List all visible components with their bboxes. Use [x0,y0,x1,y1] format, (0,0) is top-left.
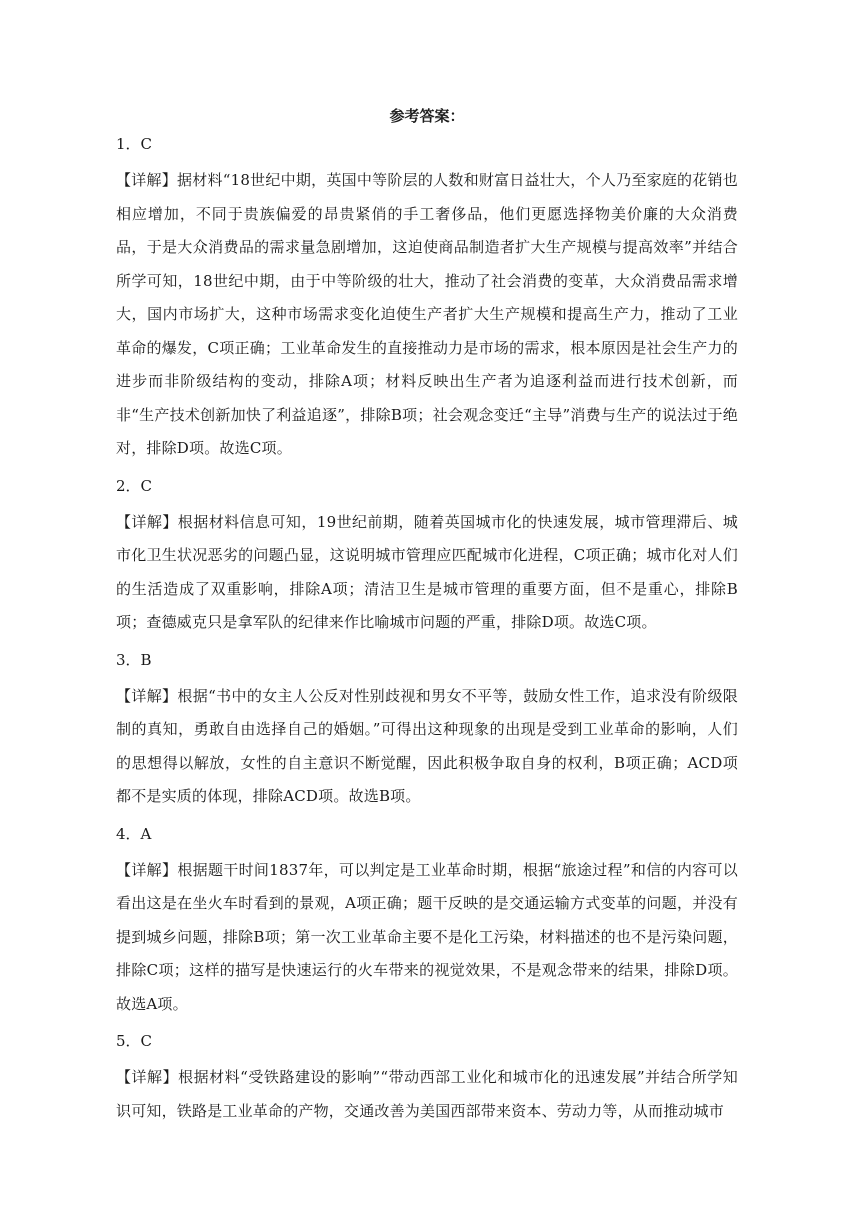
explanation-tag: 【详解】 [116,860,178,879]
explanation-text: 根据材料信息可知，19世纪前期，随着英国城市化的快速发展，城市管理滞后、城市化卫生状况恶劣的问题凸显，这说明城市管理应匹配城市化进程，C项正确；城市化对人们的生活造成了双重影响，排除A项；清洁卫生是城市管理的重要方面，但不是重心，排除B项；查德威克只是拿军队的纪律来作比喻城市问题的严重，排除D项。故选C项。 [116,512,738,631]
explanation-tag: 【详解】 [116,1068,179,1086]
answer-item-1 [116,130,738,466]
explanation-tag: 【详解】 [116,171,177,189]
answer-item-2 [116,472,738,640]
page-title: 参考答案： [389,107,465,125]
answer-list [116,130,738,1134]
answer-number: 3．B [116,650,152,669]
answer-explanation [116,680,738,814]
explanation-tag: 【详解】 [116,512,178,531]
answer-item-4 [116,820,738,1022]
explanation-tag: 【详解】 [116,686,178,705]
explanation-text: 据材料“18世纪中期，英国中等阶层的人数和财富日益壮大，个人乃至家庭的花销也相应增加，不同于贵族偏爱的昂贵紧俏的手工奢侈品，他们更愿选择物美价廉的大众消费品，于是大众消费品的需求量急剧增加，这迫使商品制造者扩大生产规模与提高效率”并结合所学可知，18世纪中期，由于中等阶级的壮大，推动了社会消费的变革，大众消费品需求增大，国内市场扩大，这种市场需求变化迫使生产者扩大生产规模和提高生产力，推动了工业革命的爆发，C项正确；工业革命发生的直接推动力是市场的需求，根本原因是社会生产力的进步而非阶级结构的变动，排除A项；材料反映出生产者为追逐利益而进行技术创新，而非“生产技术创新加快了利益追逐”，排除B项；社会观念变迁“主导”消费与生产的说法过于绝对，排除D项。故选C项。 [116,171,738,457]
explanation-text: 根据“书中的女主人公反对性别歧视和男女不平等，鼓励女性工作，追求没有阶级限制的真知，勇敢自由选择自己的婚姻。”可得出这种现象的出现是受到工业革命的影响，人们的思想得以解放，女性的自主意识不断觉醒，因此积极争取自身的权利，B项正确；ACD项都不是实质的体现，排除ACD项。故选B项。 [116,686,738,805]
answer-explanation [116,164,738,466]
answer-number: 1．C [116,135,153,153]
answer-number: 5．C [116,1032,153,1050]
answer-number: 4．A [116,824,152,843]
answer-item-5 [116,1027,738,1128]
answer-explanation [116,1061,738,1128]
answer-explanation [116,854,738,1022]
answer-number: 2．C [116,476,153,495]
explanation-text: 根据题干时间1837年，可以判定是工业革命时期，根据“旅途过程”和信的内容可以看出这是在坐火车时看到的景观，A项正确；题干反映的是交通运输方式变革的问题，并没有提到城乡问题，排除B项；第一次工业革命主要不是化工污染，材料描述的也不是污染问题，排除C项；这样的描写是快速运行的火车带来的视觉效果，不是观念带来的结果，排除D项。故选A项。 [116,860,738,1013]
answer-explanation [116,506,738,640]
explanation-text: 根据材料“受铁路建设的影响”“带动西部工业化和城市化的迅速发展”并结合所学知识可知，铁路是工业革命的产物，交通改善为美国西部带来资本、劳动力等，从而推动城市 [116,1068,738,1120]
answer-item-3 [116,646,738,814]
